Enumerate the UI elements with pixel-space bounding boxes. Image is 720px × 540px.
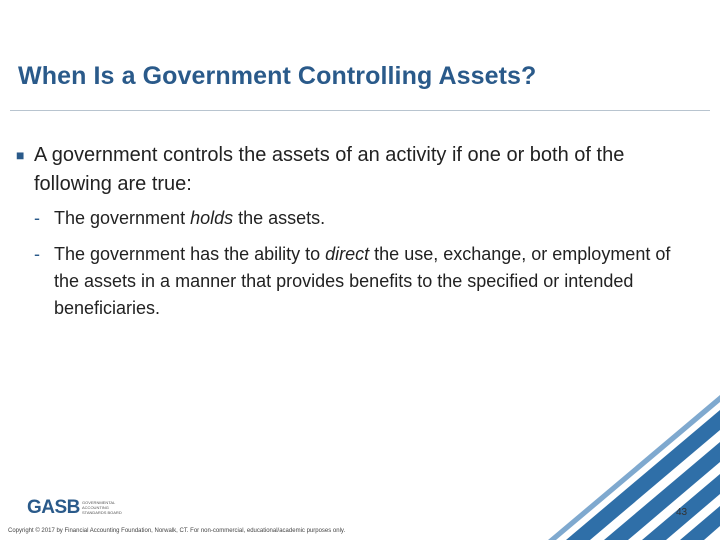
- sub-item-emphasis: direct: [325, 244, 370, 264]
- slide-title: When Is a Government Controlling Assets?: [18, 62, 537, 90]
- sub-item-emphasis: holds: [190, 208, 234, 228]
- square-bullet-icon: ■: [16, 147, 25, 163]
- sub-item-after: the use, exchange, or employment of the assets in a manner that provides benefits to the specified or intended beneficiaries.: [54, 244, 671, 318]
- main-bullet: [16, 141, 696, 199]
- main-bullet-text: A government controls the assets of an activity if one or both of the following are true:: [34, 144, 625, 195]
- copyright-notice: Copyright © 2017 by Financial Accounting Foundation, Norwalk, CT. For non-commercial, educational/academic purposes only.: [8, 528, 346, 534]
- dash-bullet-icon: -: [34, 244, 40, 264]
- sub-item-after: the assets.: [233, 208, 326, 228]
- sub-item-before: The government: [54, 208, 191, 228]
- gasb-logo: [27, 497, 122, 521]
- stripe-group: [548, 395, 720, 540]
- sub-item-direct: [34, 241, 684, 322]
- sub-item-holds: [34, 205, 684, 232]
- page-number: 43: [676, 507, 688, 518]
- title-divider: [10, 110, 710, 111]
- gasb-logo-text: GASB: [27, 497, 80, 518]
- dash-bullet-icon: -: [34, 208, 40, 228]
- gasb-logo-subtitle: GOVERNMENTAL ACCOUNTING STANDARDS BOARD: [82, 500, 122, 515]
- sub-item-text: [54, 241, 684, 322]
- sub-item-text: [54, 205, 684, 232]
- sub-item-before: The government has the ability to: [54, 244, 326, 264]
